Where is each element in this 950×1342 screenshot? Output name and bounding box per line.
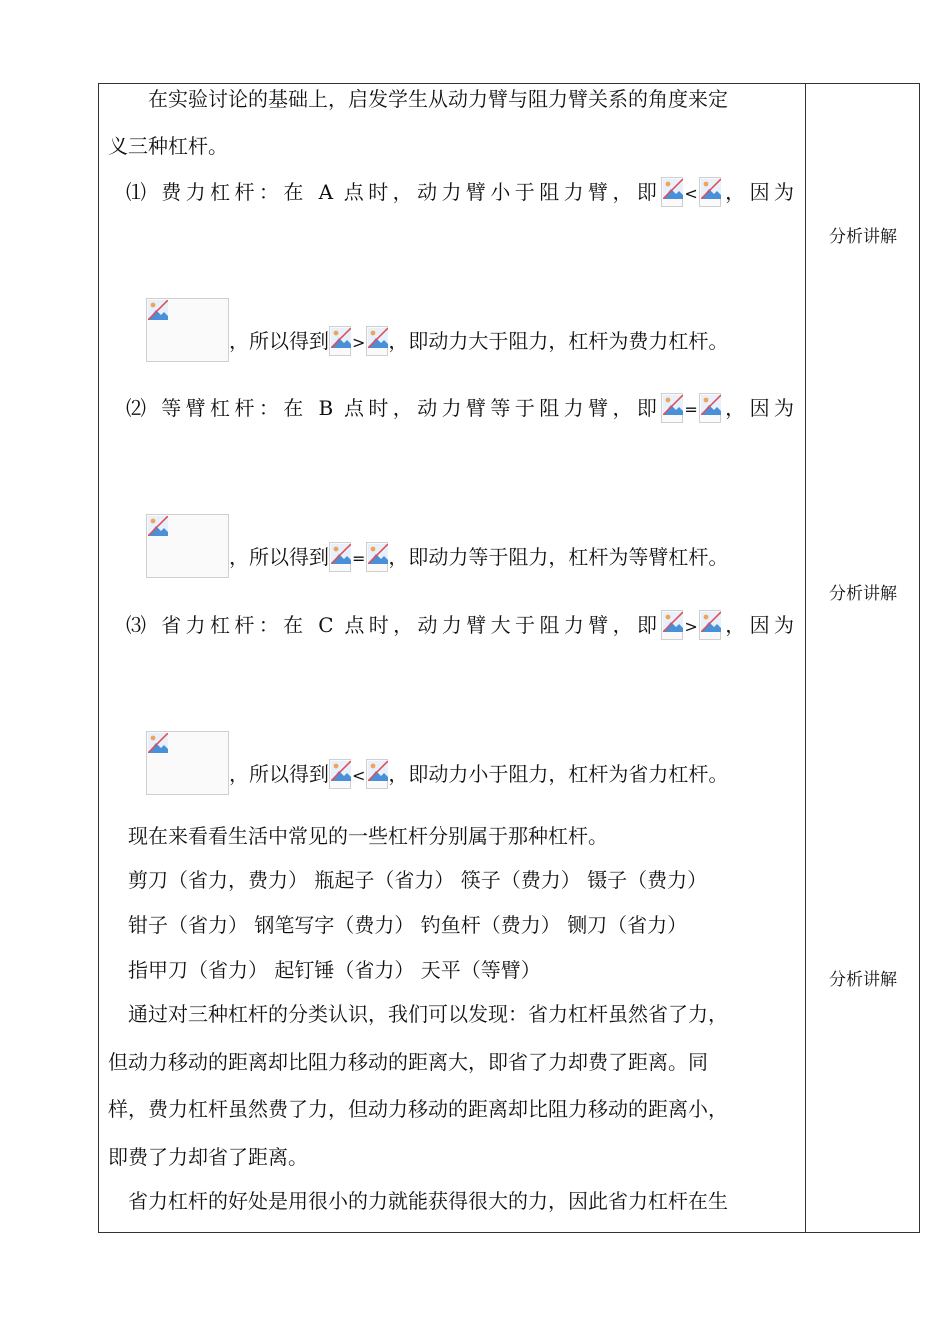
intro-line-1: 在实验讨论的基础上，启发学生从动力臂与阻力臂关系的角度来定 — [148, 87, 728, 111]
side-label-1: 分析讲解 — [829, 227, 897, 247]
summary-line-5: 省力杠杆的好处是用很小的力就能获得很大的力，因此省力杠杆在生 — [128, 1189, 728, 1213]
item-result: ，即动力小于阻力，杠杆为省力杠杆。 — [388, 762, 729, 786]
formula-image-icon — [366, 759, 388, 789]
formula-image-icon — [699, 393, 721, 423]
item-2-head-line — [126, 393, 794, 423]
item-2-result-line — [146, 514, 728, 578]
side-label-3: 分析讲解 — [829, 970, 897, 990]
examples-row-3: 指甲刀（省力） 起钉锤（省力） 天平（等臂） — [128, 958, 541, 982]
comparison-op: < — [352, 766, 366, 785]
item-because: ，因为 — [720, 396, 795, 420]
item-number: ⑶ — [126, 613, 151, 637]
item-because: ，因为 — [720, 180, 795, 204]
formula-image-icon — [699, 177, 721, 207]
formula-image-icon — [329, 759, 351, 789]
formula-image-icon — [146, 514, 229, 578]
summary-line-3: 样，费力杠杆虽然费了力，但动力移动的距离却比阻力移动的距离小， — [108, 1097, 728, 1121]
item-3-result-line — [146, 731, 728, 795]
item-1-result-line — [146, 298, 728, 362]
item-so: ，所以得到 — [229, 545, 329, 569]
item-so: ，所以得到 — [229, 762, 329, 786]
comparison-op: = — [684, 400, 698, 419]
intro-line-2: 义三种杠杆。 — [108, 134, 228, 158]
item-number: ⑴ — [126, 180, 151, 204]
formula-image-icon — [661, 177, 683, 207]
formula-image-icon — [661, 393, 683, 423]
item-because: ，因为 — [720, 613, 795, 637]
comparison-op: > — [684, 617, 698, 636]
formula-image-icon — [146, 298, 229, 362]
examples-row-2: 钳子（省力） 钢笔写字（费力） 钓鱼杆（费力） 铡刀（省力） — [128, 913, 688, 937]
formula-image-icon — [146, 731, 229, 795]
formula-image-icon — [366, 542, 388, 572]
item-result: ，即动力等于阻力，杠杆为等臂杠杆。 — [388, 545, 729, 569]
side-label-2: 分析讲解 — [829, 584, 897, 604]
item-number: ⑵ — [126, 396, 151, 420]
formula-image-icon — [329, 542, 351, 572]
formula-image-icon — [329, 326, 351, 356]
item-result: ，即动力大于阻力，杠杆为费力杠杆。 — [388, 329, 729, 353]
examples-intro: 现在来看看生活中常见的一些杠杆分别属于那种杠杆。 — [128, 824, 608, 848]
item-head-text: 等臂杠杆：在 B 点时，动力臂等于阻力臂，即 — [161, 396, 662, 420]
item-head-text: 费力杠杆：在 A 点时，动力臂小于阻力臂，即 — [161, 180, 662, 204]
comparison-op: > — [352, 333, 366, 352]
examples-row-1: 剪刀（省力，费力） 瓶起子（省力） 筷子（费力） 镊子（费力） — [128, 868, 708, 892]
item-so: ，所以得到 — [229, 329, 329, 353]
summary-line-4: 即费了力却省了距离。 — [108, 1145, 308, 1169]
formula-image-icon — [699, 610, 721, 640]
summary-line-2: 但动力移动的距离却比阻力移动的距离大，即省了力却费了距离。同 — [108, 1050, 708, 1074]
summary-line-1: 通过对三种杠杆的分类认识，我们可以发现：省力杠杆虽然省了力， — [128, 1002, 728, 1026]
item-1-head-line — [126, 177, 794, 207]
column-divider — [805, 83, 806, 1233]
formula-image-icon — [661, 610, 683, 640]
formula-image-icon — [366, 326, 388, 356]
item-3-head-line — [126, 610, 794, 640]
comparison-op: < — [684, 184, 698, 203]
comparison-op: = — [352, 549, 366, 568]
item-head-text: 省力杠杆：在 C 点时，动力臂大于阻力臂，即 — [161, 613, 662, 637]
